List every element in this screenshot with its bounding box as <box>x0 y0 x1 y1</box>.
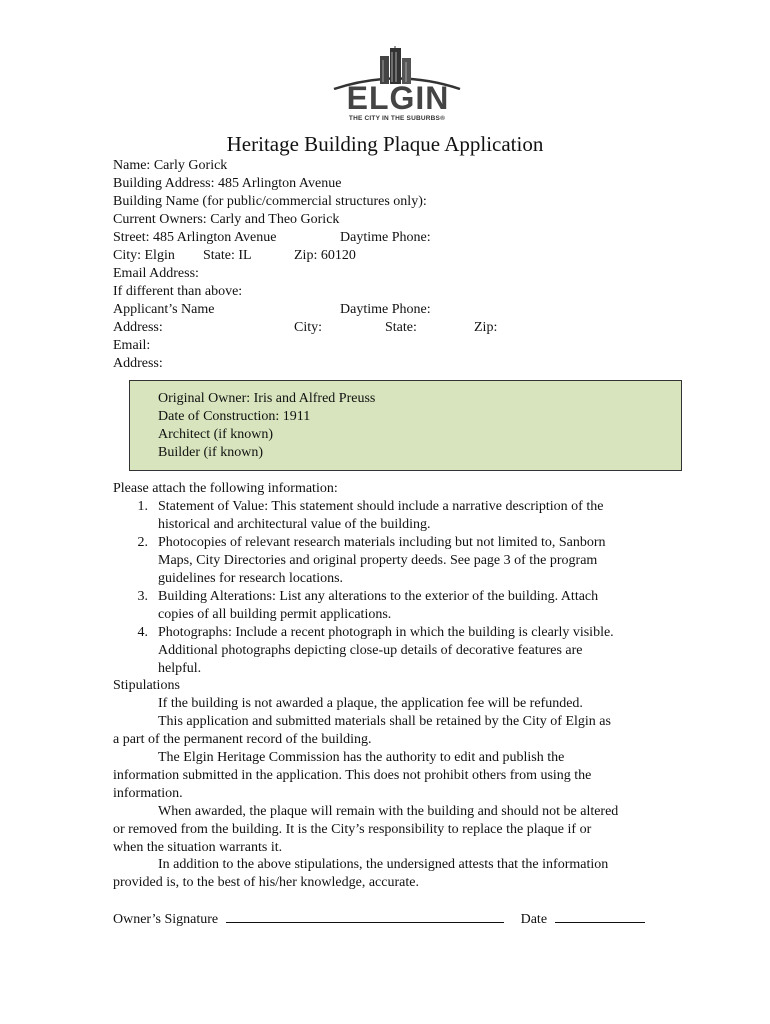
applicant-name: Applicant’s Name <box>113 302 215 317</box>
list-item-number: 1. <box>137 499 148 514</box>
logo-wordmark: ELGIN <box>346 80 450 116</box>
page-title: Heritage Building Plaque Application <box>226 132 544 156</box>
owner-name: Name: Carly Gorick <box>113 158 228 173</box>
attachments-heading: Please attach the following information: <box>113 481 338 496</box>
list-item-number: 2. <box>137 535 148 550</box>
stipulation-line: a part of the permanent record of the building. <box>113 732 372 747</box>
stipulation-line: information. <box>113 786 183 801</box>
list-item-line: copies of all building permit applications. <box>158 607 392 622</box>
builder: Builder (if known) <box>158 445 263 460</box>
applicant-city: City: <box>294 320 323 335</box>
applicant-state: State: <box>385 320 417 335</box>
list-item-line: historical and architectural value of the building. <box>158 517 431 532</box>
list-item-line: helpful. <box>158 661 202 676</box>
current-owners: Current Owners: Carly and Theo Gorick <box>113 212 340 227</box>
list-item-line: Photocopies of relevant research materials including but not limited to, Sanborn <box>158 535 606 550</box>
list-item-line: Maps, City Directories and original property deeds. See page 3 of the program <box>158 553 598 568</box>
list-item-line: Photographs: Include a recent photograph in which the building is clearly visible. <box>158 625 614 640</box>
applicant-zip: Zip: <box>474 320 498 335</box>
stipulation-line: when the situation warrants it. <box>113 840 283 855</box>
owner-state: State: IL <box>203 248 252 263</box>
applicant-email: Email: <box>113 338 151 353</box>
stipulation-line: or removed from the building. It is the City’s responsibility to replace the plaque if or <box>113 822 592 837</box>
list-item-number: 3. <box>137 589 148 604</box>
stipulations-heading: Stipulations <box>113 678 180 693</box>
stipulation-line: This application and submitted materials shall be retained by the City of Elgin as <box>158 714 611 729</box>
stipulation-line: When awarded, the plaque will remain with the building and should not be altered <box>158 804 619 819</box>
logo-tagline: THE CITY IN THE SUBURBS® <box>348 115 446 122</box>
owner-street: Street: 485 Arlington Avenue <box>113 230 277 245</box>
original-owner: Original Owner: Iris and Alfred Preuss <box>158 391 376 406</box>
stipulation-line: If the building is not awarded a plaque, the application fee will be refunded. <box>158 696 583 711</box>
owner-signature-label: Owner’s Signature <box>113 912 219 927</box>
stipulation-line: information submitted in the application. This does not prohibit others from using the <box>113 768 592 783</box>
owner-city: City: Elgin <box>113 248 175 263</box>
applicant-address-2: Address: <box>113 356 163 371</box>
stipulation-line: In addition to the above stipulations, the undersigned attests that the information <box>158 857 609 872</box>
list-item-line: guidelines for research locations. <box>158 571 344 586</box>
date-of-construction: Date of Construction: 1911 <box>158 409 311 424</box>
signature-row <box>113 908 645 929</box>
applicant-address: Address: <box>113 320 163 335</box>
list-item-line: Statement of Value: This statement should include a narrative description of the <box>158 499 604 514</box>
date-field[interactable] <box>555 908 645 923</box>
date-label: Date <box>520 912 548 927</box>
list-item-number: 4. <box>137 625 148 640</box>
owner-email: Email Address: <box>113 266 199 281</box>
elgin-logo <box>330 46 464 126</box>
owner-signature-field[interactable] <box>226 908 504 923</box>
architect: Architect (if known) <box>158 427 274 442</box>
list-item-line: Additional photographs depicting close-up details of decorative features are <box>158 643 583 658</box>
stipulation-line: provided is, to the best of his/her knowledge, accurate. <box>113 875 419 890</box>
owner-daytime-phone: Daytime Phone: <box>340 230 431 245</box>
owner-zip: Zip: 60120 <box>294 248 356 263</box>
building-name: Building Name (for public/commercial structures only): <box>113 194 427 209</box>
if-different-label: If different than above: <box>113 284 243 299</box>
building-address: Building Address: 485 Arlington Avenue <box>113 176 342 191</box>
applicant-daytime-phone: Daytime Phone: <box>340 302 431 317</box>
stipulation-line: The Elgin Heritage Commission has the authority to edit and publish the <box>158 750 565 765</box>
list-item-line: Building Alterations: List any alterations to the exterior of the building. Attach <box>158 589 599 604</box>
